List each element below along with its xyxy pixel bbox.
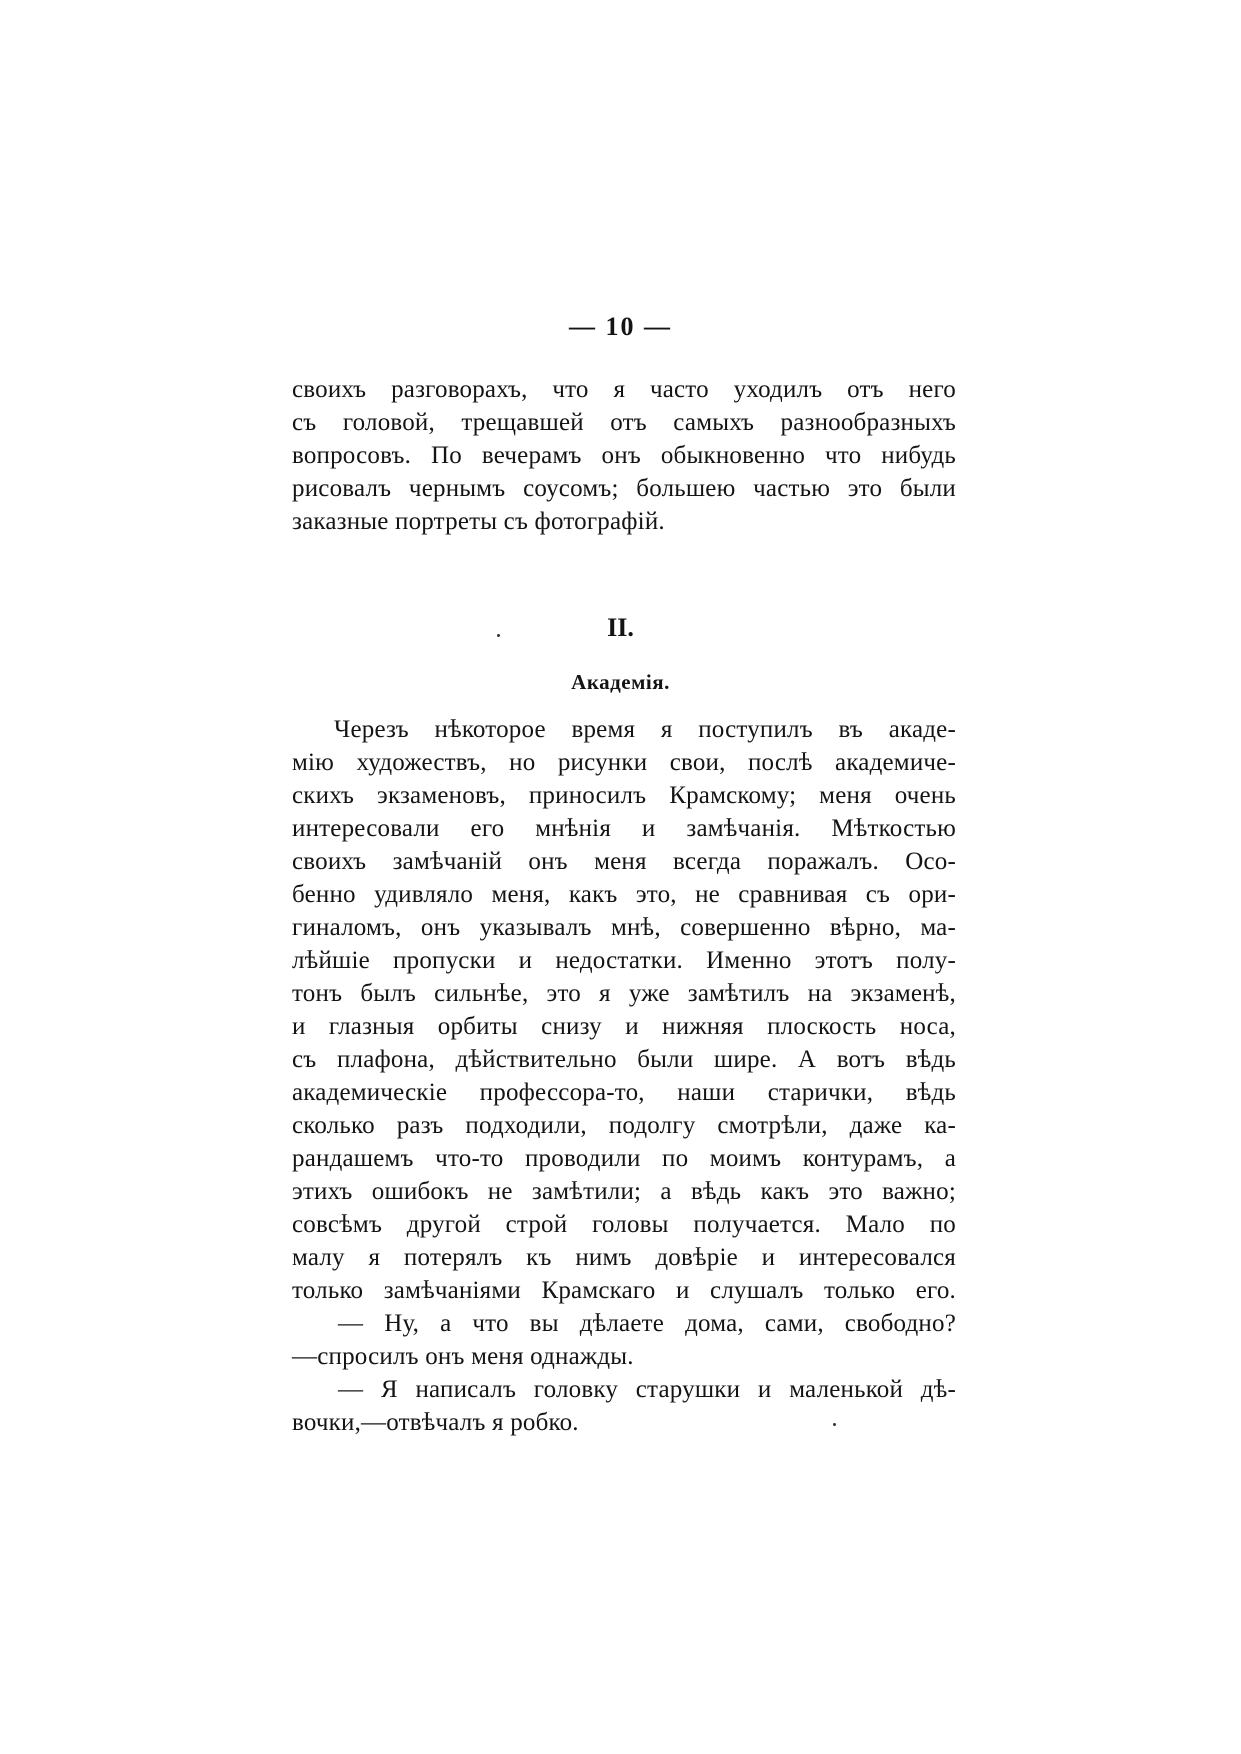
text-line: гиналомъ, онъ указывалъ мнѣ, совершенно вѣрно, ма- xyxy=(292,914,956,941)
dialogue-line: —спросилъ онъ меня однажды. xyxy=(292,1343,634,1370)
text-line: своихъ замѣчаній онъ меня всегда поражалъ. Осо- xyxy=(292,848,956,875)
chapter-number: II. xyxy=(607,613,634,642)
text-line: съ плафона, дѣйствительно были шире. А вотъ вѣдь xyxy=(292,1046,956,1073)
page-number: — 10 — xyxy=(569,312,672,341)
text-line: мію художествъ, но рисунки свои, послѣ академиче- xyxy=(292,749,956,776)
text-line: тонъ былъ сильнѣе, это я уже замѣтилъ на экзаменѣ, xyxy=(292,980,956,1007)
text-line: лѣйшіе пропуски и недостатки. Именно этотъ полу- xyxy=(292,947,956,974)
text-line: съ головой, трещавшей отъ самыхъ разнообразныхъ xyxy=(292,409,956,436)
text-line: сколько разъ подходили, подолгу смотрѣли, даже ка- xyxy=(292,1112,956,1139)
text-line: заказные портреты съ фотографій. xyxy=(292,508,665,535)
text-line: Черезъ нѣкоторое время я поступилъ въ акаде- xyxy=(334,716,956,743)
top-paragraph xyxy=(292,373,956,538)
print-speck xyxy=(833,1423,836,1426)
chapter-title: Академія. xyxy=(571,670,670,694)
text-line: малу я потерялъ къ нимъ довѣріе и интересовался xyxy=(292,1244,956,1271)
text-line: рисовалъ чернымъ соусомъ; большею частью это были xyxy=(292,475,956,502)
text-line: своихъ разговорахъ, что я часто уходилъ отъ него xyxy=(292,376,956,403)
text-line: интересовали его мнѣнія и замѣчанія. Мѣткостью xyxy=(292,815,956,842)
text-line: этихъ ошибокъ не замѣтили; а вѣдь какъ это важно; xyxy=(292,1178,956,1205)
dialogue-line: вочки,—отвѣчалъ я робко. xyxy=(292,1409,579,1436)
text-line: только замѣчаніями Крамскаго и слушалъ только его. xyxy=(292,1277,956,1304)
text-line: вопросовъ. По вечерамъ онъ обыкновенно что нибудь xyxy=(292,442,956,469)
main-paragraph xyxy=(292,713,956,1439)
text-line: и глазныя орбиты снизу и нижняя плоскость носа, xyxy=(292,1013,956,1040)
text-line: совсѣмъ другой строй головы получается. Мало по xyxy=(292,1211,956,1238)
text-line: бенно удивляло меня, какъ это, не сравнивая съ ори- xyxy=(292,881,956,908)
dialogue-line: — Ну, а что вы дѣлаете дома, сами, свободно? xyxy=(338,1310,956,1337)
text-line: рандашемъ что-то проводили по моимъ контурамъ, а xyxy=(292,1145,956,1172)
text-line: академическіе профессора-то, наши старички, вѣдь xyxy=(292,1079,956,1106)
text-line: скихъ экзаменовъ, приносилъ Крамскому; меня очень xyxy=(292,782,956,809)
dialogue-line: — Я написалъ головку старушки и маленькой дѣ- xyxy=(338,1376,956,1403)
